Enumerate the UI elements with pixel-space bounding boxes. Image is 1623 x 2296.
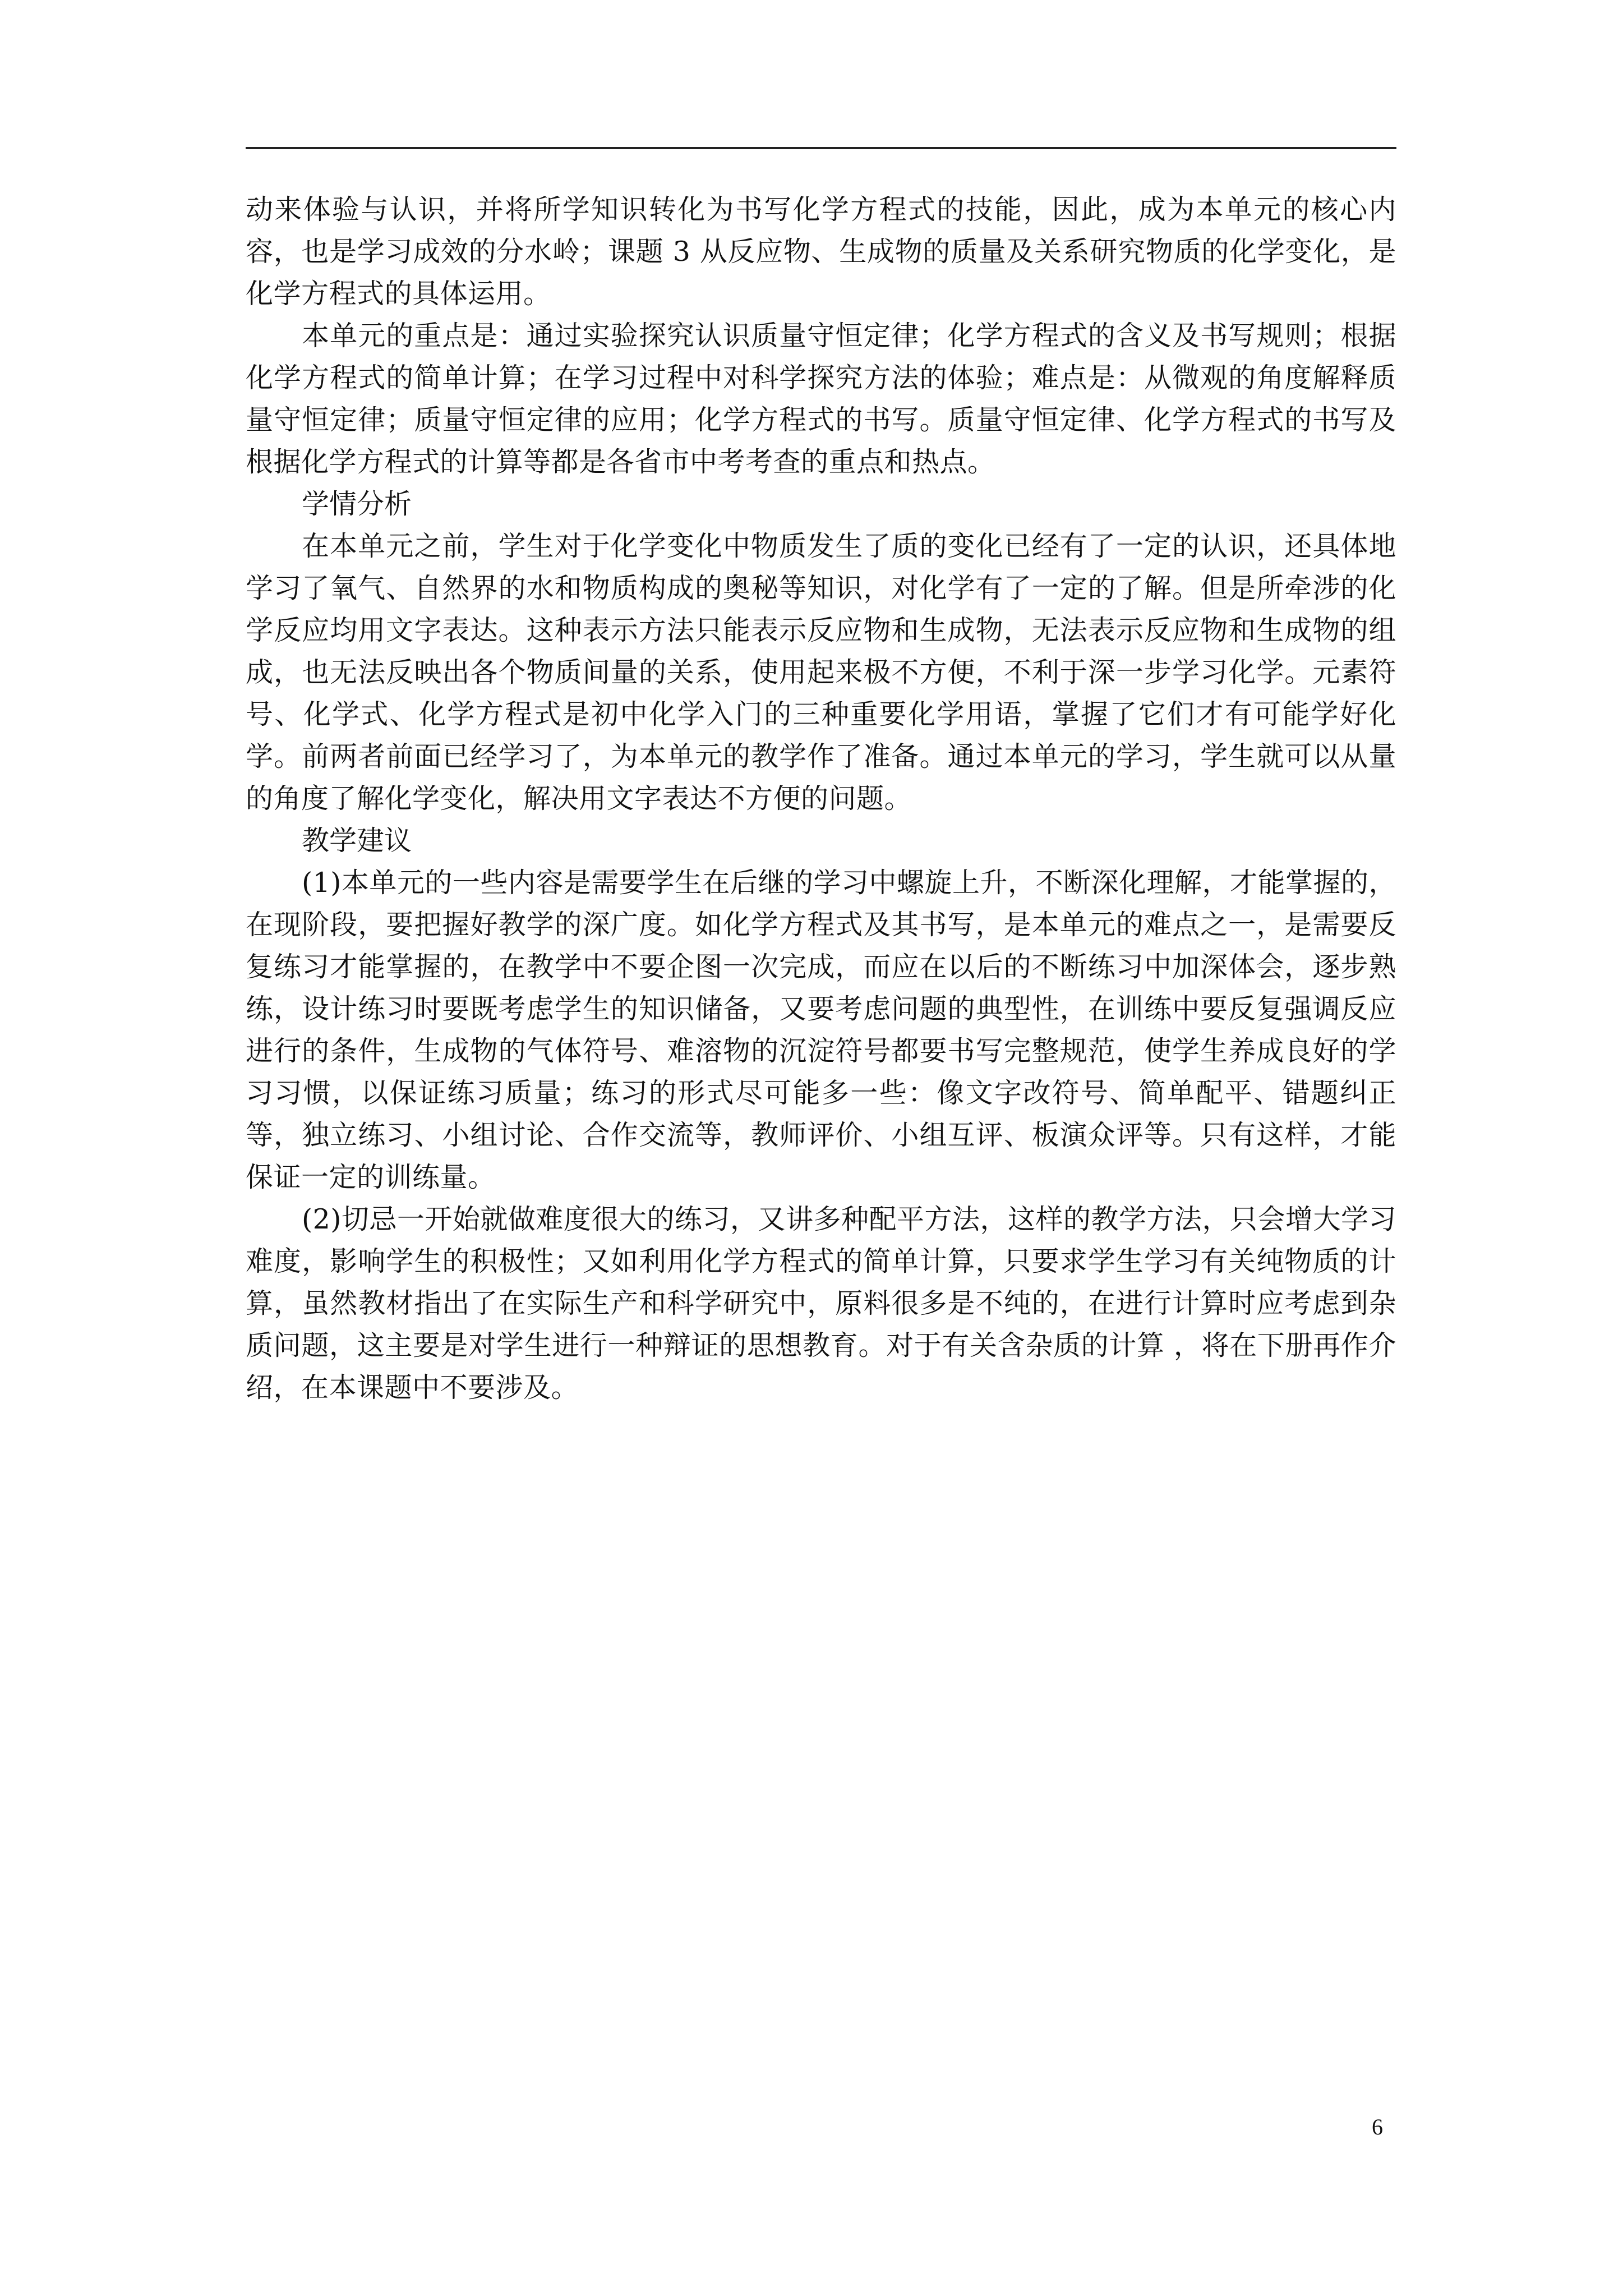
paragraph-key-points: 本单元的重点是：通过实验探究认识质量守恒定律；化学方程式的含义及书写规则；根据化学方程式的简单计算；在学习过程中对科学探究方法的体验；难点是：从微观的角度解释质量守恒定律；质量守恒定律的应用；化学方程式的书写。质量守恒定律、化学方程式的书写及根据化学方程式的计算等都是各省市中考考查的重点和热点。 [246, 320, 1396, 478]
heading-teaching-suggestions: 教学建议 [302, 825, 412, 857]
paragraph-continuation: 动来体验与认识，并将所学知识转化为书写化学方程式的技能，因此，成为本单元的核心内容，也是学习成效的分水岭；课题 3 从反应物、生成物的质量及关系研究物质的化学变化，是化学方程式的具体运用。 [246, 194, 1396, 310]
heading-student-analysis: 学情分析 [302, 488, 412, 520]
document-body [246, 188, 1396, 1409]
page-number: 6 [1372, 2114, 1383, 2139]
header-rule [246, 147, 1396, 149]
paragraph-student-analysis: 在本单元之前，学生对于化学变化中物质发生了质的变化已经有了一定的认识，还具体地学习了氧气、自然界的水和物质构成的奥秘等知识，对化学有了一定的了解。但是所牵涉的化学反应均用文字表达。这种表示方法只能表示反应物和生成物，无法表示反应物和生成物的组成，也无法反映出各个物质间量的关系，使用起来极不方便，不利于深一步学习化学。元素符号、化学式、化学方程式是初中化学入门的三种重要化学用语，掌握了它们才有可能学好化学。前两者前面已经学习了，为本单元的教学作了准备。通过本单元的学习，学生就可以从量的角度了解化学变化，解决用文字表达不方便的问题。 [246, 530, 1396, 815]
paragraph-suggestion-2: (2)切忌一开始就做难度很大的练习，又讲多种配平方法，这样的教学方法，只会增大学习难度，影响学生的积极性；又如利用化学方程式的简单计算，只要求学生学习有关纯物质的计算，虽然教材指出了在实际生产和科学研究中，原料很多是不纯的，在进行计算时应考虑到杂质问题，这主要是对学生进行一种辩证的思想教育。对于有关含杂质的计算 ，将在下册再作介绍，在本课题中不要涉及。 [246, 1203, 1396, 1404]
paragraph-suggestion-1: (1)本单元的一些内容是需要学生在后继的学习中螺旋上升，不断深化理解，才能掌握的，在现阶段，要把握好教学的深广度。如化学方程式及其书写，是本单元的难点之一，是需要反复练习才能掌握的，在教学中不要企图一次完成，而应在以后的不断练习中加深体会，逐步熟练，设计练习时要既考虑学生的知识储备，又要考虑问题的典型性，在训练中要反复强调反应进行的条件，生成物的气体符号、难溶物的沉淀符号都要书写完整规范，使学生养成良好的学习习惯，以保证练习质量；练习的形式尽可能多一些：像文字改符号、简单配平、错题纠正等，独立练习、小组讨论、合作交流等，教师评价、小组互评、板演众评等。只有这样，才能保证一定的训练量。 [246, 867, 1396, 1193]
